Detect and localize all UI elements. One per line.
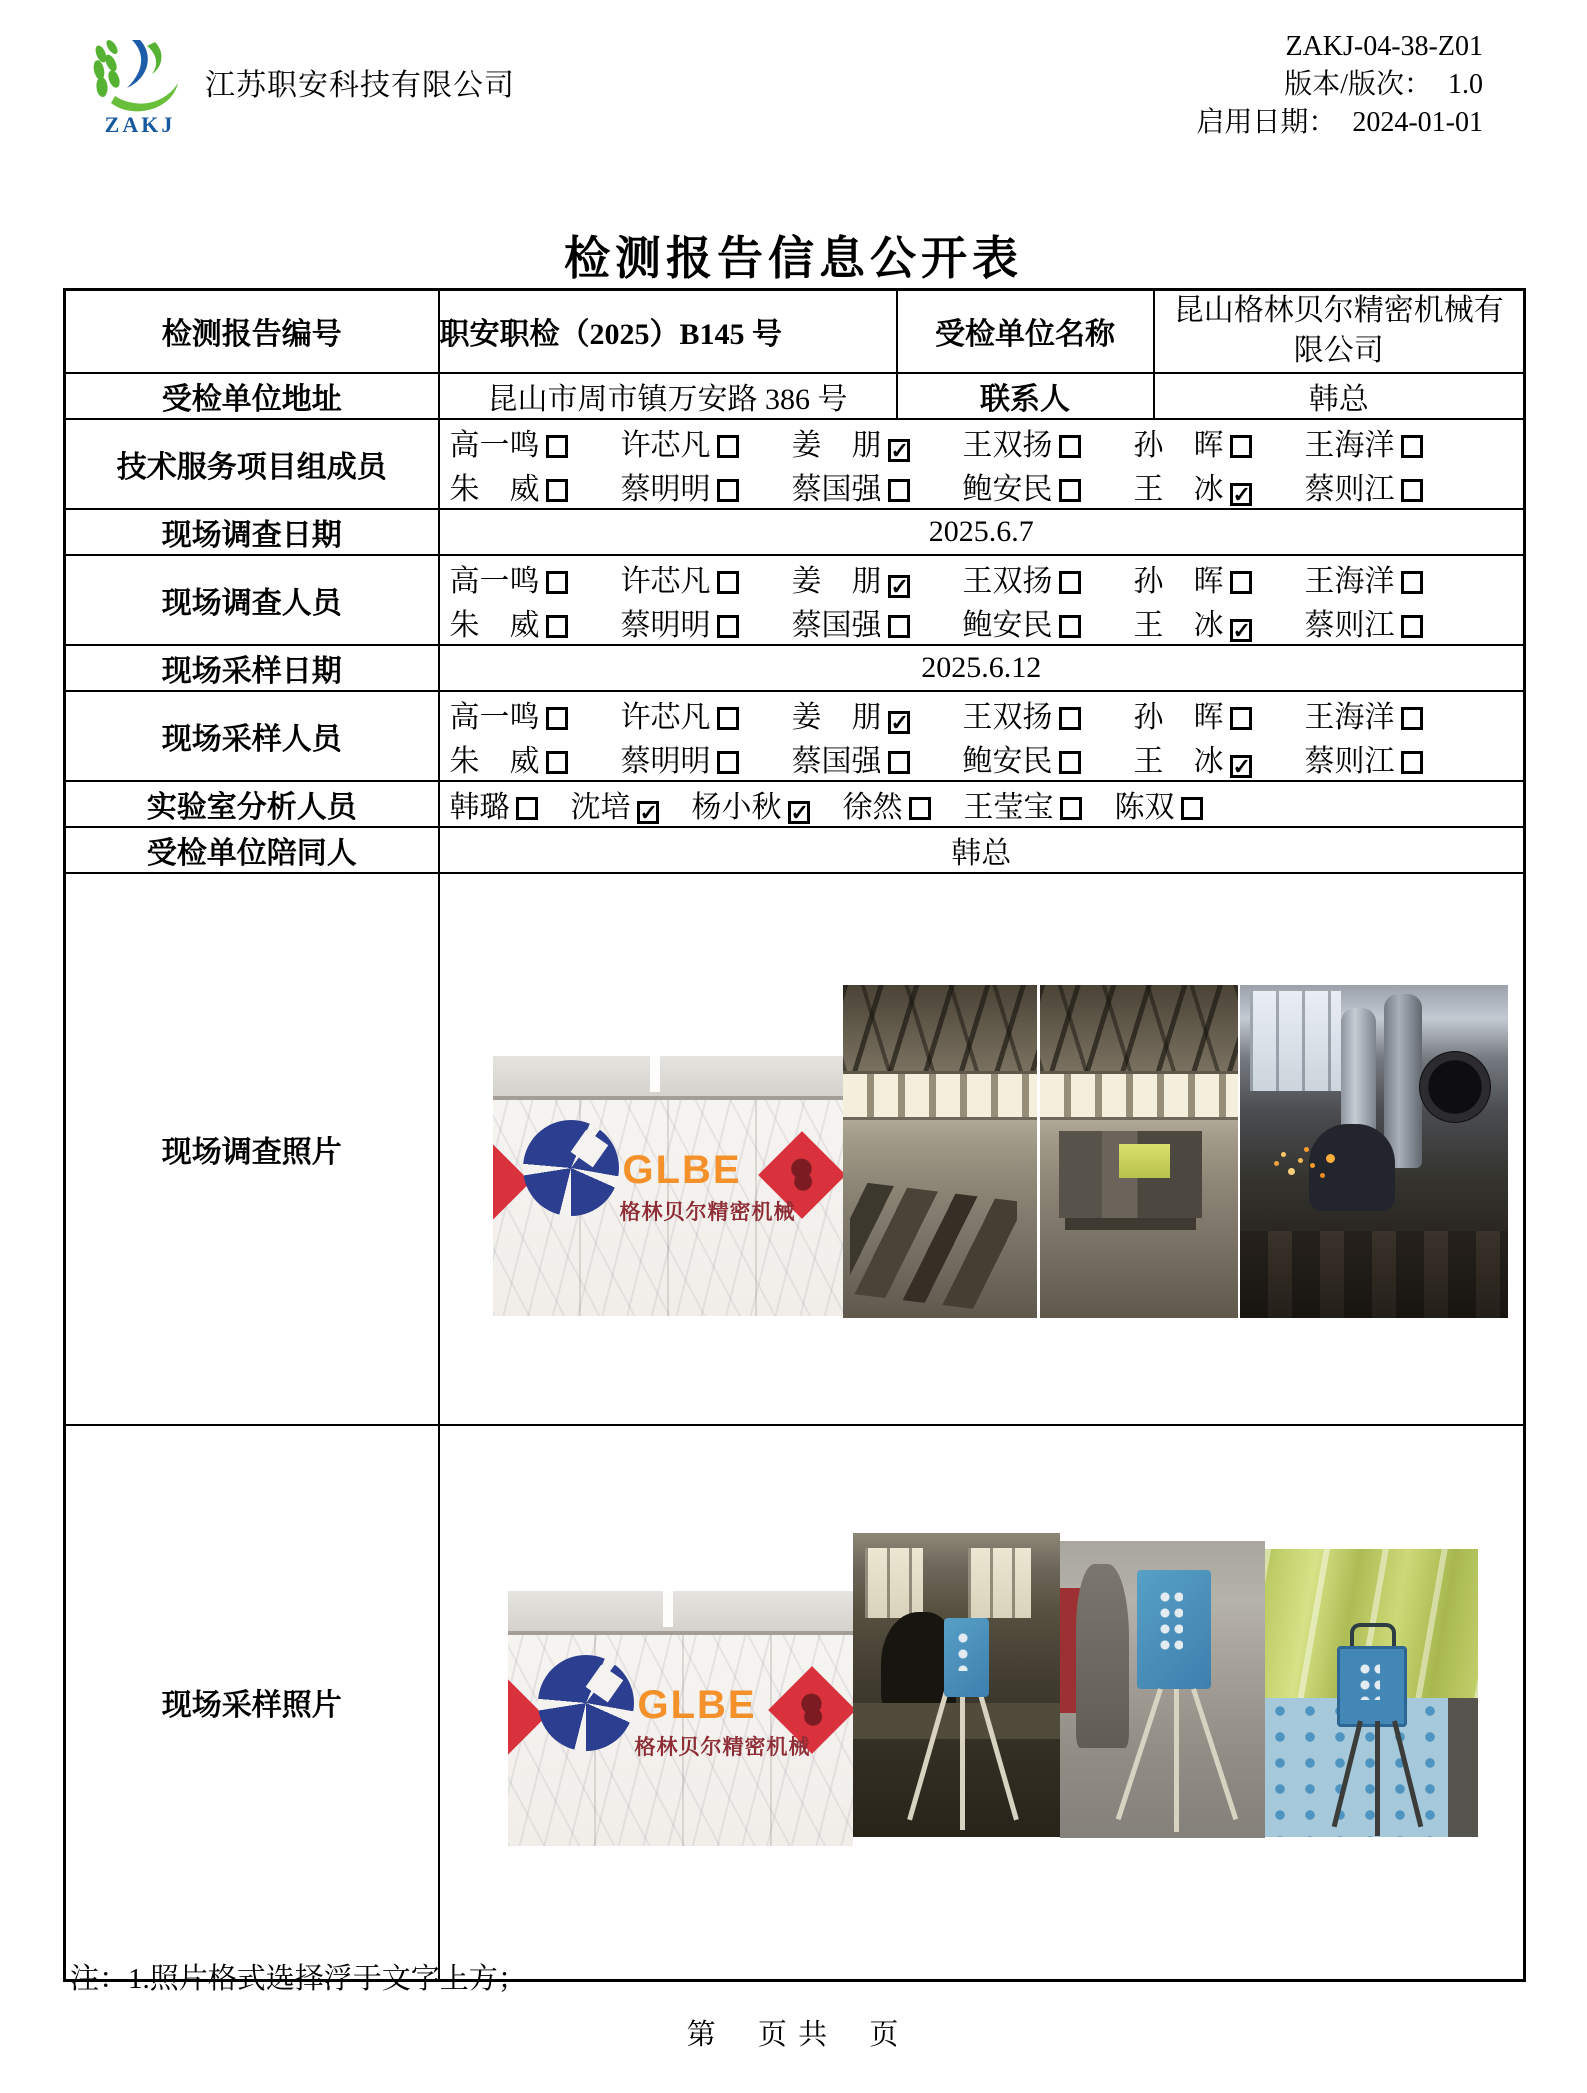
checkbox-checked-icon[interactable]: ✓ [1230, 755, 1252, 778]
checkbox-checked-icon[interactable]: ✓ [888, 439, 910, 462]
photo-factory-hall-1 [843, 985, 1037, 1318]
member-name: 蔡国强 [791, 472, 882, 506]
glbe-aperture-logo-icon [538, 1655, 634, 1751]
member [1134, 736, 1305, 780]
survey-date-value: 2025.6.7 [439, 509, 1525, 555]
workshop-window [1250, 991, 1341, 1091]
checkbox-icon[interactable] [1230, 435, 1252, 458]
industrial-fan [1419, 1051, 1491, 1123]
unit-name-text: 昆山格林贝尔精密机械有限公司 [1173, 294, 1504, 368]
member-name: 杨小秋 [691, 790, 782, 824]
checkbox-icon[interactable] [1401, 707, 1423, 730]
member-name: 王双扬 [962, 564, 1053, 598]
sampling-date-value: 2025.6.12 [439, 645, 1525, 691]
checkbox-checked-icon[interactable]: ✓ [888, 575, 910, 598]
member-name: 姜 朋 [791, 564, 882, 598]
version-label: 版本/版次： [1284, 69, 1432, 100]
photo-glbe-lobby-wall [493, 1056, 843, 1316]
team-members-line1 [440, 420, 1524, 464]
logo-text: ZAKJ [104, 112, 176, 137]
photo-ceiling-band [493, 1056, 843, 1100]
member-name: 蔡明明 [620, 472, 711, 506]
member-name: 朱 威 [449, 608, 540, 642]
effective-date-value: 2024-01-01 [1352, 107, 1483, 138]
member-name: 陈双 [1114, 790, 1175, 824]
photo-sampling-dark-workshop [853, 1533, 1060, 1837]
member [1305, 420, 1476, 464]
unit-addr-label: 受检单位地址 [65, 373, 439, 419]
member [792, 692, 963, 736]
page-number-footer: 第 页 共 页 [686, 2019, 901, 2051]
survey-photos-cell [439, 873, 1525, 1425]
table-row [65, 781, 1525, 827]
survey-photos-label: 现场调查照片 [65, 873, 439, 1425]
member [621, 464, 792, 508]
contact-label: 联系人 [897, 373, 1154, 419]
member-name: 王 冰 [1133, 608, 1224, 642]
member-name: 王双扬 [962, 700, 1053, 734]
sampling-staff-label: 现场采样人员 [65, 691, 439, 781]
sampling-device [1337, 1646, 1407, 1727]
team-label: 技术服务项目组成员 [65, 419, 439, 509]
member [450, 556, 621, 600]
member-name: 王海洋 [1304, 700, 1395, 734]
member [1305, 464, 1476, 508]
member-name: 高一鸣 [449, 700, 540, 734]
sampling-staff-cell [439, 691, 1525, 781]
version-value: 1.0 [1448, 69, 1483, 100]
member [963, 736, 1134, 780]
member [843, 782, 931, 826]
operator-person [1076, 1564, 1129, 1748]
checkbox-icon[interactable] [1059, 615, 1081, 638]
member-name: 王海洋 [1304, 564, 1395, 598]
member [792, 464, 963, 508]
member-name: 高一鸣 [449, 428, 540, 462]
checkbox-icon[interactable] [1059, 479, 1081, 502]
glbe-aperture-logo-icon [523, 1120, 619, 1216]
checkbox-icon[interactable] [717, 435, 739, 458]
table-row [65, 509, 1525, 555]
checkbox-icon[interactable] [516, 797, 538, 820]
member [1134, 600, 1305, 644]
effective-date-line [1196, 104, 1483, 142]
photo-light-reflection [663, 1591, 673, 1627]
member-name: 孙 晖 [1133, 700, 1224, 734]
checkbox-icon[interactable] [1230, 571, 1252, 594]
member-name: 韩璐 [449, 790, 510, 824]
work-bench [1240, 1231, 1508, 1318]
checkbox-icon[interactable] [1401, 435, 1423, 458]
member-name: 朱 威 [449, 744, 540, 778]
member [621, 556, 792, 600]
checkbox-icon[interactable] [546, 479, 568, 502]
member-name: 鲍安民 [962, 472, 1053, 506]
sampling-staff-line2 [440, 736, 1524, 780]
member-name: 朱 威 [449, 472, 540, 506]
member [450, 692, 621, 736]
member [792, 600, 963, 644]
member [621, 420, 792, 464]
photo-glbe-lobby-wall [508, 1591, 853, 1846]
footnote: 注：1.照片格式选择浮于文字上方； [70, 1963, 527, 1995]
member-name: 孙 晖 [1133, 428, 1224, 462]
welding-worker [1309, 1124, 1395, 1211]
member-name: 许芯凡 [620, 428, 711, 462]
member-name: 蔡明明 [620, 608, 711, 642]
member [450, 600, 621, 644]
survey-staff-cell [439, 555, 1525, 645]
checkbox-icon[interactable] [717, 707, 739, 730]
table-row [65, 827, 1525, 873]
checkbox-icon[interactable] [1181, 797, 1203, 820]
member-name: 王莹宝 [963, 790, 1054, 824]
sampling-device [1137, 1570, 1211, 1689]
unit-name-value [1154, 290, 1525, 373]
document-code: ZAKJ-04-38-Z01 [1285, 31, 1483, 62]
checkbox-checked-icon[interactable]: ✓ [888, 711, 910, 734]
member [692, 782, 810, 826]
member [1305, 736, 1476, 780]
checkbox-icon[interactable] [1401, 615, 1423, 638]
checkbox-checked-icon[interactable]: ✓ [637, 801, 659, 824]
checkbox-icon[interactable] [909, 797, 931, 820]
gas-cylinder [1384, 994, 1422, 1167]
member-name: 蔡则江 [1304, 608, 1395, 642]
member [621, 600, 792, 644]
member-name: 蔡则江 [1304, 472, 1395, 506]
member [1134, 692, 1305, 736]
workshop-window [968, 1548, 1030, 1618]
checkbox-icon[interactable] [717, 615, 739, 638]
member-name: 蔡则江 [1304, 744, 1395, 778]
factory-roof-trusses [1040, 985, 1238, 1072]
escort-label: 受检单位陪同人 [65, 827, 439, 873]
checkbox-icon[interactable] [546, 571, 568, 594]
checkbox-icon[interactable] [888, 479, 910, 502]
member [963, 420, 1134, 464]
work-table [853, 1703, 1060, 1739]
welding-sparks [1298, 1158, 1303, 1163]
lab-staff-cell [439, 781, 1525, 827]
document-control-block [1196, 28, 1483, 142]
team-members-cell [439, 419, 1525, 509]
member-name: 蔡明明 [620, 744, 711, 778]
checkbox-icon[interactable] [1401, 571, 1423, 594]
survey-staff-line2 [440, 600, 1524, 644]
checkbox-icon[interactable] [1059, 571, 1081, 594]
checkbox-icon[interactable] [546, 707, 568, 730]
table-row [65, 290, 1525, 373]
member [963, 556, 1134, 600]
contact-value: 韩总 [1154, 373, 1525, 419]
checkbox-checked-icon[interactable]: ✓ [1230, 619, 1252, 642]
checkbox-checked-icon[interactable]: ✓ [788, 801, 810, 824]
table-row [65, 691, 1525, 781]
member [450, 782, 538, 826]
member-name: 蔡国强 [791, 744, 882, 778]
photo-sampling-device-operator [1060, 1541, 1265, 1838]
member-name: 王海洋 [1304, 428, 1395, 462]
table-row [65, 555, 1525, 645]
member [450, 736, 621, 780]
factory-windows [1040, 1071, 1238, 1120]
member [792, 556, 963, 600]
member [963, 464, 1134, 508]
unit-addr-value: 昆山市周市镇万安路 386 号 [439, 373, 897, 419]
table-row [65, 419, 1525, 509]
member-name: 王 冰 [1133, 472, 1224, 506]
checkbox-icon[interactable] [1401, 751, 1423, 774]
photo-sampling-at-machine [1265, 1549, 1478, 1837]
member-name: 许芯凡 [620, 700, 711, 734]
member-name: 鲍安民 [962, 608, 1053, 642]
checkbox-icon[interactable] [717, 751, 739, 774]
member [621, 692, 792, 736]
member-name: 王双扬 [962, 428, 1053, 462]
member-name: 鲍安民 [962, 744, 1053, 778]
photo-ceiling-band [508, 1591, 853, 1635]
escort-value: 韩总 [439, 827, 1525, 873]
factory-roof-trusses [843, 985, 1037, 1072]
member [792, 420, 963, 464]
checkbox-icon[interactable] [888, 751, 910, 774]
checkbox-icon[interactable] [1401, 479, 1423, 502]
member [792, 736, 963, 780]
checkbox-icon[interactable] [717, 479, 739, 502]
checkbox-icon[interactable] [1059, 707, 1081, 730]
checkbox-icon[interactable] [1059, 751, 1081, 774]
tripod-leg [1375, 1721, 1380, 1836]
photo-light-reflection [650, 1056, 660, 1092]
checkbox-icon[interactable] [888, 615, 910, 638]
tripod-leg [960, 1691, 965, 1831]
member [963, 600, 1134, 644]
checkbox-checked-icon[interactable]: ✓ [1230, 483, 1252, 506]
checkbox-icon[interactable] [1060, 797, 1082, 820]
lab-staff-line [440, 782, 1524, 826]
photo-factory-hall-2 [1040, 985, 1238, 1318]
tripod-leg [1191, 1688, 1238, 1819]
member-name: 姜 朋 [791, 428, 882, 462]
member [1115, 782, 1203, 826]
member [1305, 692, 1476, 736]
sampling-device [944, 1618, 990, 1697]
team-members-line2 [440, 464, 1524, 508]
member-name: 姜 朋 [791, 700, 882, 734]
member [450, 464, 621, 508]
version-line [1196, 66, 1483, 104]
checkbox-icon[interactable] [1059, 435, 1081, 458]
glbe-company-name: 格林贝尔精密机械 [619, 1200, 796, 1224]
member [1134, 556, 1305, 600]
sampling-photos-cell [439, 1425, 1525, 1981]
page-title: 检测报告信息公开表 [564, 232, 1023, 284]
photo-welding-workshop [1240, 985, 1508, 1318]
survey-staff-line1 [440, 556, 1524, 600]
member-name: 高一鸣 [449, 564, 540, 598]
report-no-label: 检测报告编号 [65, 290, 439, 373]
member [1305, 556, 1476, 600]
factory-windows [843, 1071, 1037, 1120]
checkbox-icon[interactable] [546, 615, 568, 638]
report-no-value: 职安职检（2025）B145 号 [439, 290, 897, 373]
member-name: 许芯凡 [620, 564, 711, 598]
member-name: 孙 晖 [1133, 564, 1224, 598]
checkbox-icon[interactable] [1230, 707, 1252, 730]
member-name: 徐然 [842, 790, 903, 824]
sampling-staff-line1 [440, 692, 1524, 736]
table-row [65, 1425, 1525, 1981]
sampling-photos-label: 现场采样照片 [65, 1425, 439, 1981]
member [571, 782, 659, 826]
member-name: 王 冰 [1133, 744, 1224, 778]
company-name: 江苏职安科技有限公司 [205, 69, 515, 102]
checkbox-icon[interactable] [546, 751, 568, 774]
company-leaf-logo-icon [85, 36, 195, 112]
table-row [65, 645, 1525, 691]
factory-metal-sheets [850, 1181, 1017, 1315]
lab-staff-label: 实验室分析人员 [65, 781, 439, 827]
unit-name-label: 受检单位名称 [897, 290, 1154, 373]
member [963, 692, 1134, 736]
report-info-table [63, 288, 1526, 1982]
sampling-date-label: 现场采样日期 [65, 645, 439, 691]
glbe-company-name: 格林贝尔精密机械 [634, 1735, 811, 1759]
table-row [65, 373, 1525, 419]
member [621, 736, 792, 780]
workshop-floor [1448, 1698, 1478, 1836]
effective-date-label: 启用日期： [1196, 107, 1337, 138]
member [964, 782, 1082, 826]
member-name: 蔡国强 [791, 608, 882, 642]
member-name: 沈培 [570, 790, 631, 824]
glbe-wordmark: GLBE [622, 1147, 742, 1192]
member [1134, 464, 1305, 508]
survey-staff-label: 现场调查人员 [65, 555, 439, 645]
glbe-wordmark: GLBE [637, 1682, 757, 1727]
survey-date-label: 现场调查日期 [65, 509, 439, 555]
checkbox-icon[interactable] [546, 435, 568, 458]
workshop-window [865, 1548, 923, 1618]
member [1305, 600, 1476, 644]
checkbox-icon[interactable] [717, 571, 739, 594]
table-row [65, 873, 1525, 1425]
member [450, 420, 621, 464]
machine-glass-panel [1119, 1144, 1170, 1177]
tripod-leg [1174, 1689, 1179, 1832]
member [1134, 420, 1305, 464]
